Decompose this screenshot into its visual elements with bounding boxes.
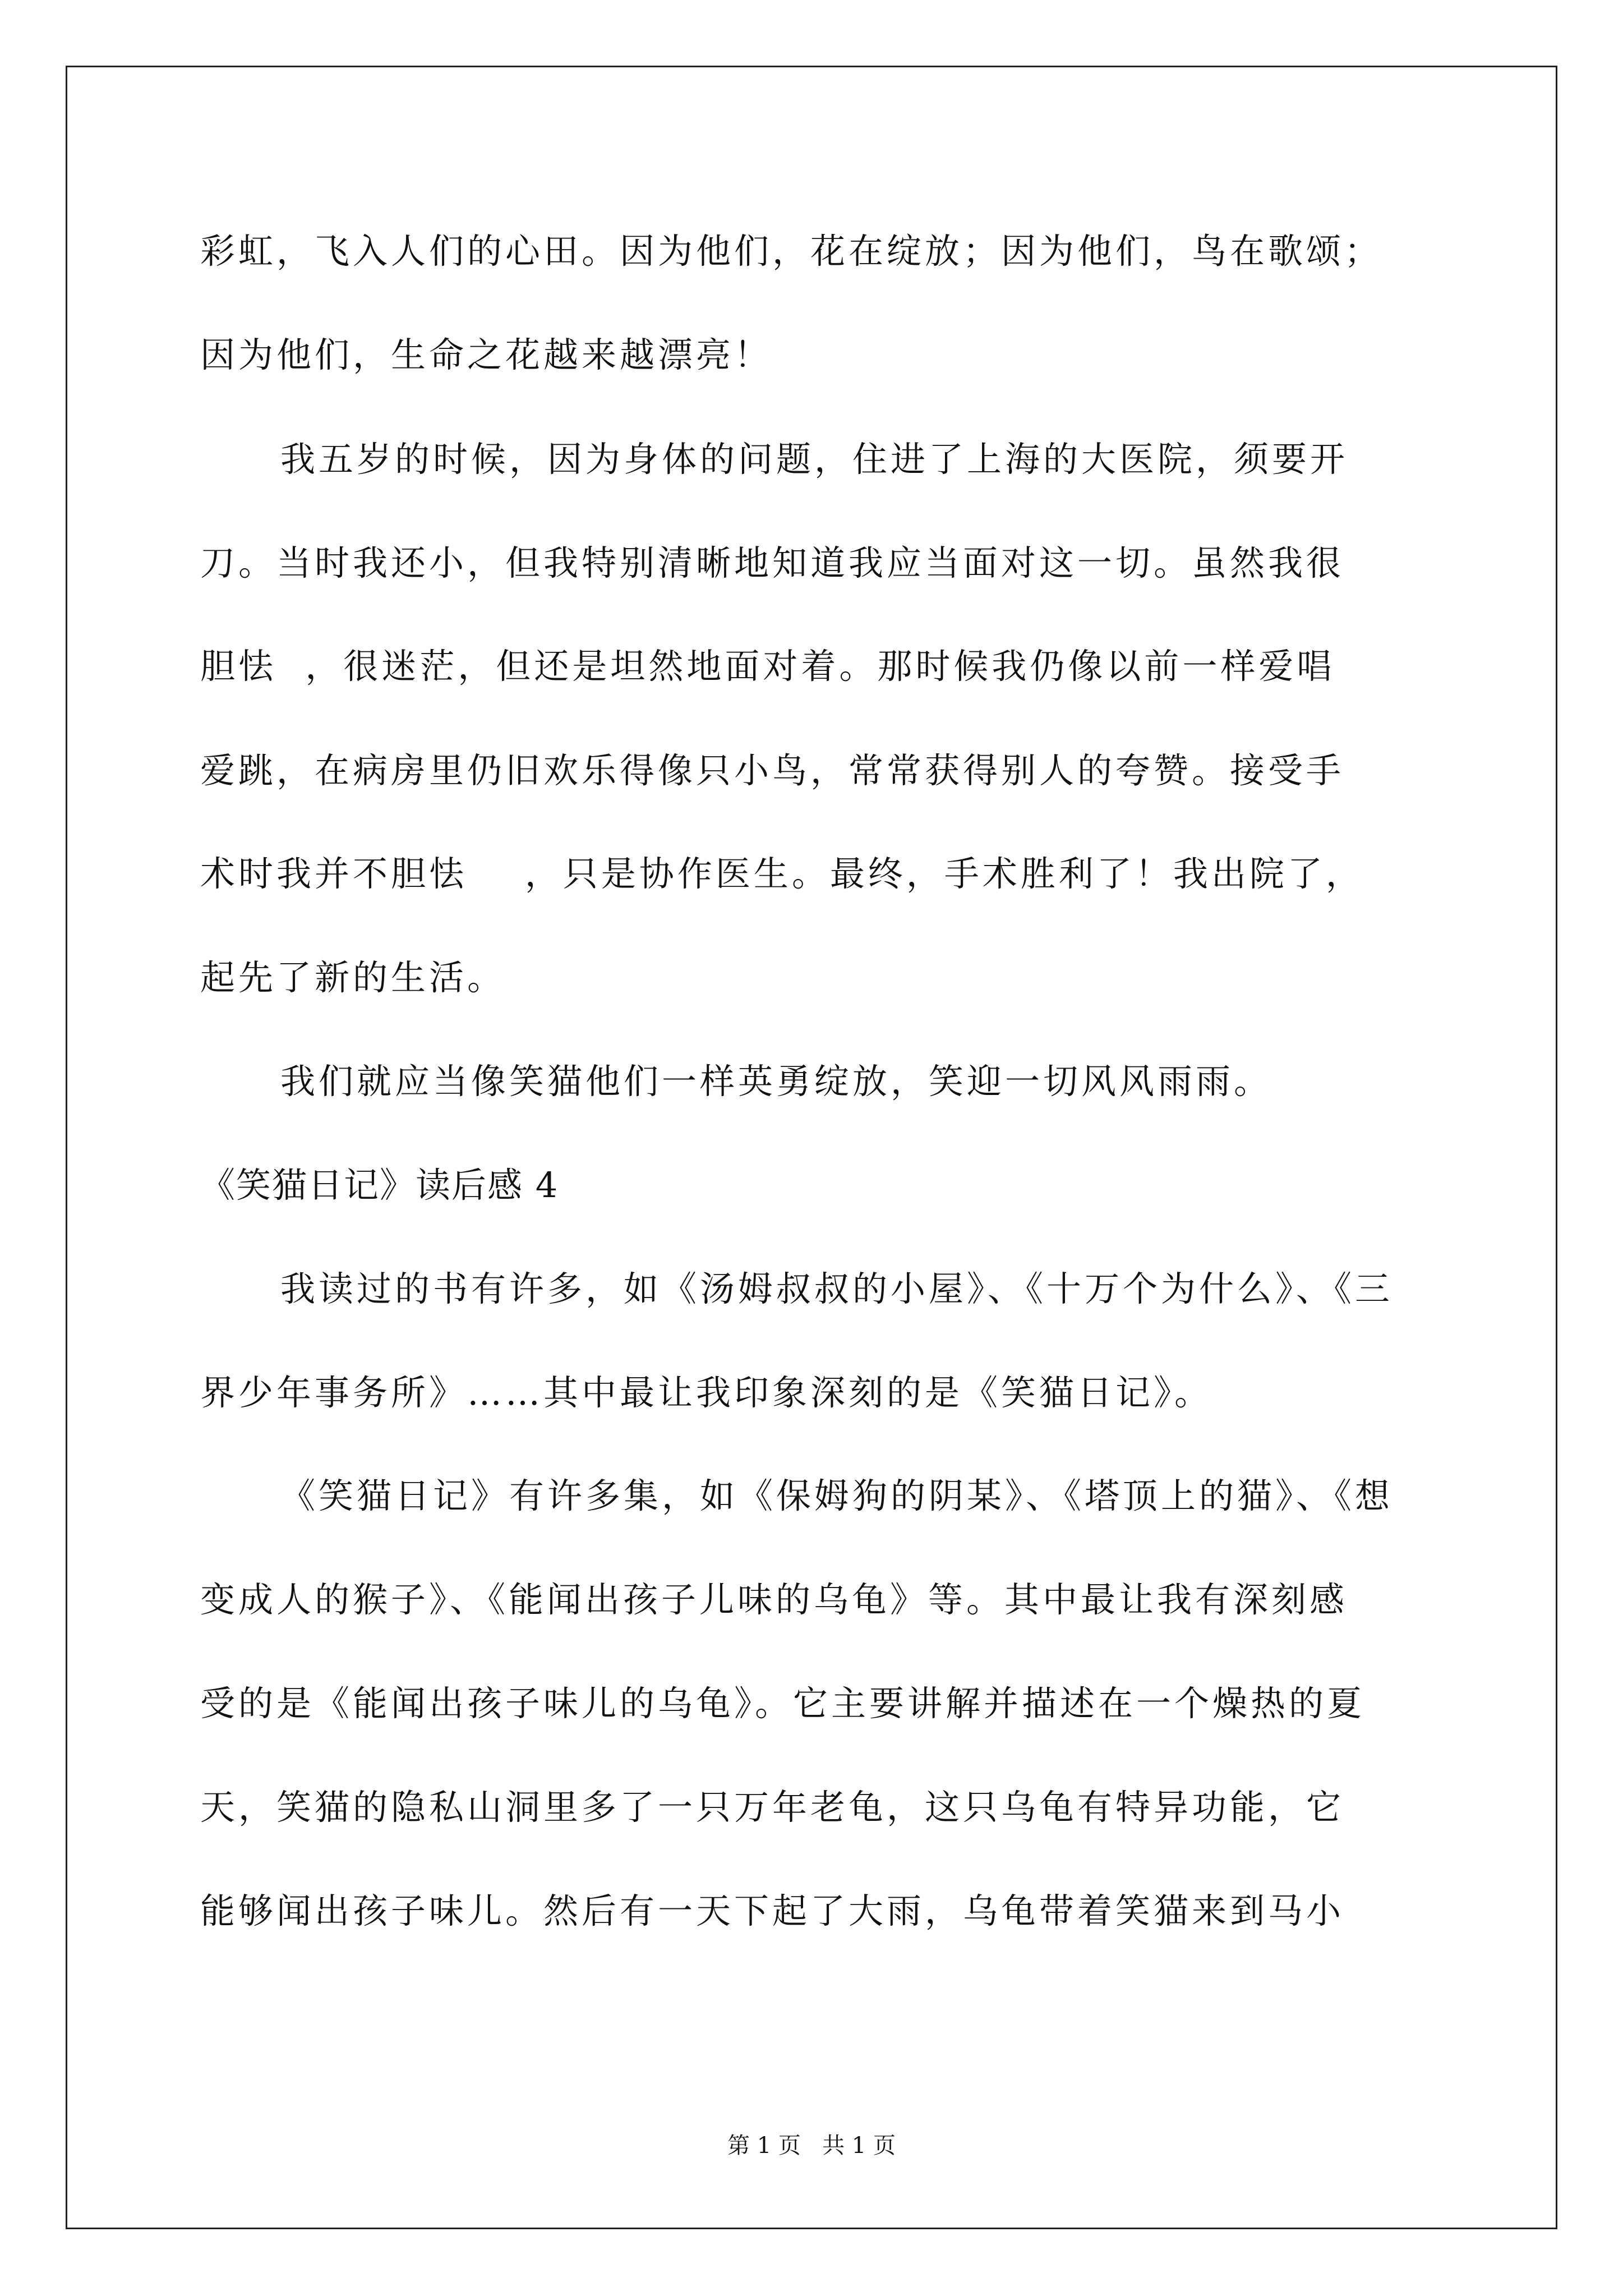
text-line: 能够闻出孩子味儿。然后有一天下起了大雨，乌龟带着笑猫来到马小: [200, 1890, 1345, 1931]
text-line: 胆怯 ，很迷茫，但还是坦然地面对着。那时候我仍像以前一样爱唱: [200, 646, 1335, 687]
text-line: 变成人的猴子》、《能闻出孩子儿味的乌龟》等。其中最让我有深刻感: [200, 1579, 1348, 1620]
text-line: 因为他们，生命之花越来越漂亮！: [200, 334, 773, 375]
text-line: 界少年事务所》……其中最让我印象深刻的是《笑猫日记》。: [200, 1372, 1213, 1413]
text-line: 我五岁的时候，因为身体的问题，住进了上海的大医院，须要开: [280, 439, 1349, 480]
text-line: 受的是《能闻出孩子味儿的乌龟》。它主要讲解并描述在一个燥热的夏: [200, 1683, 1366, 1724]
text-line: 爱跳，在病房里仍旧欢乐得像只小鸟，常常获得别人的夸赞。接受手: [200, 750, 1345, 791]
text-line: 术时我并不胆怯 ，只是协作医生。最终，手术胜利了！我出院了，: [200, 853, 1364, 894]
text-line: 刀。当时我还小，但我特别清晰地知道我应当面对这一切。虽然我很: [200, 542, 1345, 583]
text-line: 我读过的书有许多，如《汤姆叔叔的小屋》、《十万个为什么》、《三: [280, 1268, 1394, 1309]
text-line: 我们就应当像笑猫他们一样英勇绽放，笑迎一切风风雨雨。: [280, 1061, 1272, 1102]
text-line: 起先了新的生活。: [200, 957, 506, 998]
text-line: 《笑猫日记》有许多集，如《保姆狗的阴某》、《塔顶上的猫》、《想: [280, 1475, 1394, 1516]
text-line: 天，笑猫的隐私山洞里多了一只万年老龟，这只乌龟有特异功能，它: [200, 1787, 1345, 1828]
section-heading: 《笑猫日记》读后感 4: [200, 1165, 559, 1205]
page-footer: 第 1 页 共 1 页: [727, 2133, 896, 2159]
text-line: 彩虹，飞入人们的心田。因为他们，花在绽放；因为他们，鸟在歌颂；: [200, 231, 1383, 272]
